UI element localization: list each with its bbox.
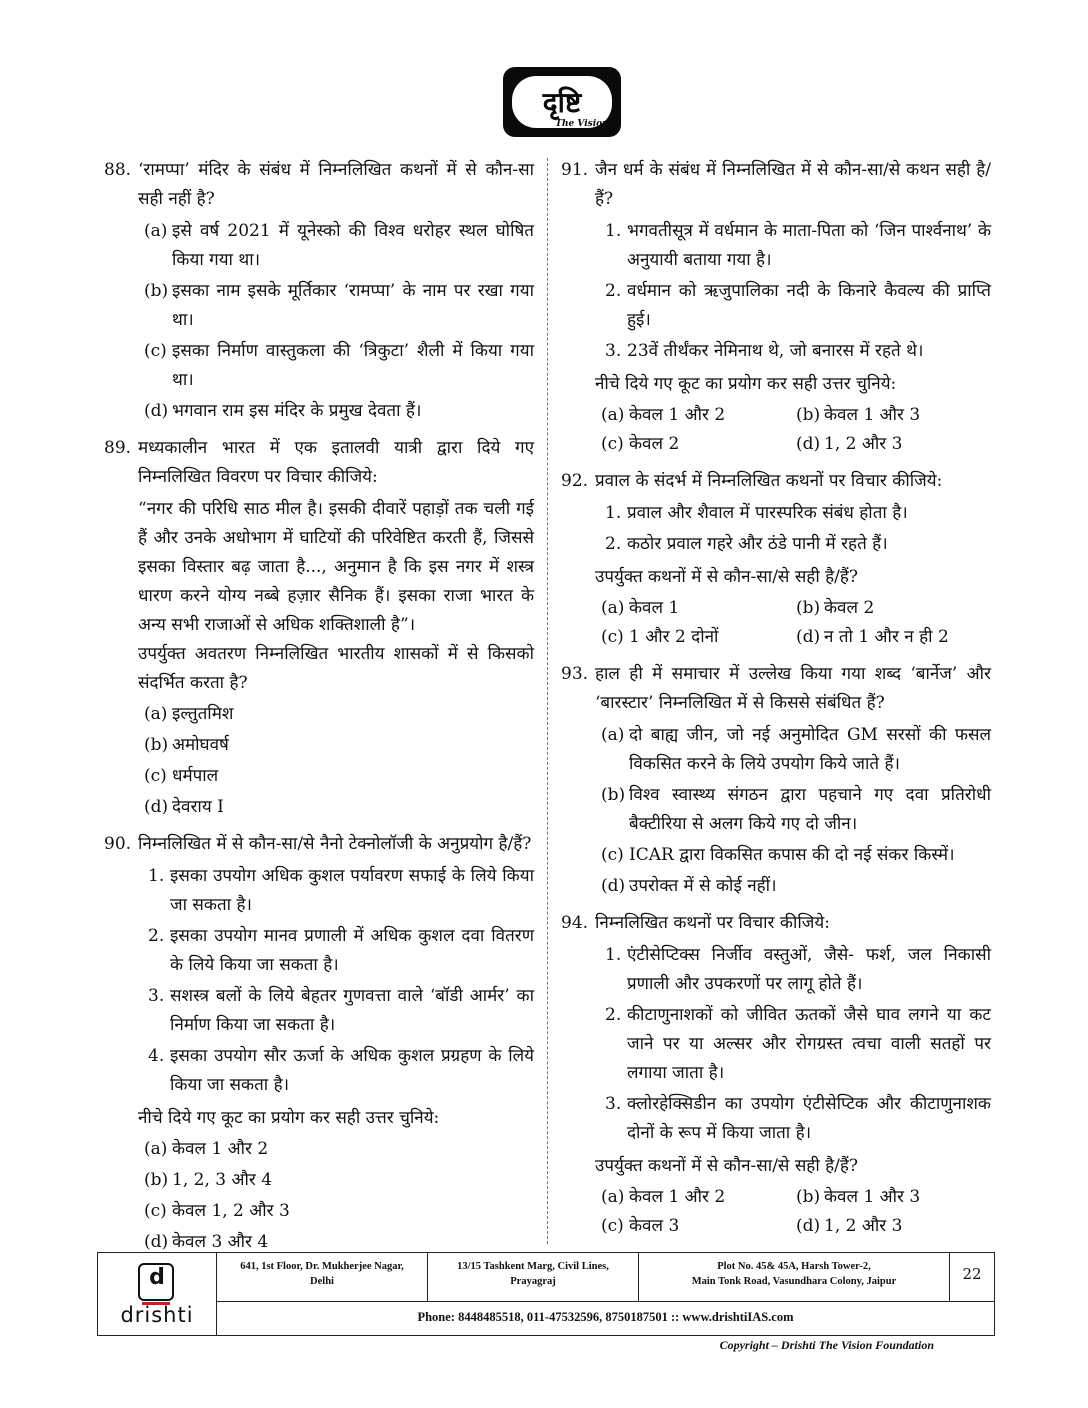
options-grid xyxy=(561,401,991,459)
question-93 xyxy=(561,660,991,901)
statement-3: 3. 23वें तीर्थंकर नेमिनाथ थे, जो बनारस में रहते थे। xyxy=(605,341,924,361)
option-a: (a) केवल 1 xyxy=(601,598,680,618)
drishti-footer-logo xyxy=(98,1253,217,1335)
option-c: (c) इसका निर्माण वास्तुकला की ‘त्रिकुटा’ शैली में किया गया था। xyxy=(144,341,534,390)
question-90 xyxy=(104,830,534,1257)
page-number: 22 xyxy=(962,1265,982,1283)
question-stem: मध्यकालीन भारत में एक इतालवी यात्री द्वारा दिये गए निम्नलिखित विवरण पर विचार कीजिये: xyxy=(138,438,534,487)
question-ask: उपर्युक्त अवतरण निम्नलिखित भारतीय शासकों में से किसको संदर्भित करता है? xyxy=(138,644,534,693)
question-number: 91. xyxy=(561,160,589,180)
statement-2: 2. कीटाणुनाशकों को जीवित ऊतकों जैसे घाव लगने या कट जाने पर या अल्सर और रोगग्रस्त त्वचा वाली सतहों पर लगाया जाता है। xyxy=(605,1005,991,1083)
question-92 xyxy=(561,467,991,652)
question-stem: निम्नलिखित में से कौन-सा/से नैनो टेक्नोलॉजी के अनुप्रयोग है/हैं? xyxy=(138,834,532,854)
question-88 xyxy=(104,156,534,426)
option-c: (c) केवल 3 xyxy=(601,1216,680,1236)
option-d: (d) न तो 1 और न ही 2 xyxy=(796,627,949,647)
statement-1: 1. एंटीसेप्टिक्स निर्जीव वस्तुओं, जैसे- फर्श, जल निकासी प्रणाली और उपकरणों पर लागू होते हैं। xyxy=(605,945,991,994)
option-b: (b) इसका नाम इसके मूर्तिकार ‘रामप्पा’ के नाम पर रखा गया था। xyxy=(144,281,534,330)
statement-2: 2. इसका उपयोग मानव प्रणाली में अधिक कुशल दवा वितरण के लिये किया जा सकता है। xyxy=(148,926,534,975)
option-b: (b) केवल 2 xyxy=(796,598,875,618)
option-b: (b) केवल 1 और 3 xyxy=(796,405,921,425)
option-d: (d) उपरोक्त में से कोई नहीं। xyxy=(601,876,777,896)
question-number: 88. xyxy=(104,160,132,180)
footer-phone: Phone: 8448485518, 011-47532596, 8750187501 :: www.drishtiIAS.com xyxy=(417,1310,794,1324)
page-footer xyxy=(97,1252,995,1336)
instruction: नीचे दिये गए कूट का प्रयोग कर सही उत्तर चुनिये: xyxy=(595,374,897,394)
question-stem: जैन धर्म के संबंध में निम्नलिखित में से कौन-सा/से कथन सही है/हैं? xyxy=(595,160,991,209)
statement-1: 1. भगवतीसूत्र में वर्धमान के माता-पिता को ‘जिन पार्श्वनाथ’ के अनुयायी बताया गया है। xyxy=(605,221,991,270)
statement-2: 2. कठोर प्रवाल गहरे और ठंडे पानी में रहते हैं। xyxy=(605,534,888,554)
left-column xyxy=(104,156,534,1265)
statement-4: 4. इसका उपयोग सौर ऊर्जा के अधिक कुशल प्रग्रहण के लिये किया जा सकता है। xyxy=(148,1046,534,1095)
option-b: (b) 1, 2, 3 और 4 xyxy=(144,1170,273,1190)
question-stem: प्रवाल के संदर्भ में निम्नलिखित कथनों पर विचार कीजिये: xyxy=(595,471,943,491)
statement-3: 3. क्लोरहेक्सिडीन का उपयोग एंटीसेप्टिक और कीटाणुनाशक दोनों के रूप में किया जाता है। xyxy=(605,1094,991,1143)
option-d: (d) 1, 2 और 3 xyxy=(796,1216,903,1236)
footer-addresses xyxy=(217,1253,994,1302)
statement-2: 2. वर्धमान को ऋजुपालिका नदी के किनारे कैवल्य की प्राप्ति हुई। xyxy=(605,281,991,330)
logo-text: दृष्टि xyxy=(542,86,582,119)
option-a: (a) केवल 1 और 2 xyxy=(144,1139,269,1159)
question-number: 90. xyxy=(104,834,132,854)
option-b: (b) विश्व स्वास्थ्य संगठन द्वारा पहचाने गए दवा प्रतिरोधी बैक्टीरिया से अलग किये गए दो जीन। xyxy=(601,785,991,834)
logo-subtitle: The Vision xyxy=(555,119,609,129)
option-a: (a) केवल 1 और 2 xyxy=(601,1187,726,1207)
question-stem: निम्नलिखित कथनों पर विचार कीजिये: xyxy=(595,913,830,933)
statement-3: 3. सशस्त्र बलों के लिये बेहतर गुणवत्ता वाले ‘बॉडी आर्मर’ का निर्माण किया जा सकता है। xyxy=(148,986,534,1035)
statement-1: 1. प्रवाल और शैवाल में पारस्परिक संबंध होता है। xyxy=(605,503,908,523)
question-number: 89. xyxy=(104,438,132,458)
question-quote: “नगर की परिधि साठ मील है। इसकी दीवारें पहाड़ों तक चली गई हैं और उनके अधोभाग में घाटियों की परिवेष्टित करती हैं, जिससे इसका विस्तार बढ़ जाता है..., अनुमान है कि इस नगर में शस्त्र धारण करने योग्य नब्बे हज़ार सैनिक हैं। इसका राजा भारत के अन्य सभी राजाओं से अधिक शक्तिशाली है”। xyxy=(138,499,534,635)
instruction: उपर्युक्त कथनों में से कौन-सा/से सही है/हैं? xyxy=(595,1156,859,1176)
option-c: (c) ICAR द्वारा विकसित कपास की दो नई संकर किस्में। xyxy=(601,845,955,865)
question-number: 92. xyxy=(561,471,589,491)
instruction: उपर्युक्त कथनों में से कौन-सा/से सही है/हैं? xyxy=(595,567,859,587)
logo-word: drishti xyxy=(120,1303,194,1327)
footer-main xyxy=(217,1253,994,1335)
option-a: (a) केवल 1 और 2 xyxy=(601,405,726,425)
option-d: (d) भगवान राम इस मंदिर के प्रमुख देवता हैं। xyxy=(144,401,422,421)
address-jaipur: Plot No. 45& 45A, Harsh Tower-2, Main Tonk Road, Vasundhara Colony, Jaipur xyxy=(639,1253,950,1301)
option-b: (b) केवल 1 और 3 xyxy=(796,1187,921,1207)
option-a: (a) इल्तुतमिश xyxy=(144,704,234,724)
statement-1: 1. इसका उपयोग अधिक कुशल पर्यावरण सफाई के लिये किया जा सकता है। xyxy=(148,866,534,915)
option-a: (a) इसे वर्ष 2021 में यूनेस्को की विश्व धरोहर स्थल घोषित किया गया था। xyxy=(144,221,534,270)
question-number: 94. xyxy=(561,913,589,933)
logo-letter: d xyxy=(149,1265,165,1290)
option-d: (d) 1, 2 और 3 xyxy=(796,434,903,454)
option-d: (d) देवराय I xyxy=(144,797,224,817)
column-divider xyxy=(547,158,548,1244)
question-89 xyxy=(104,434,534,822)
option-c: (c) केवल 2 xyxy=(601,434,680,454)
option-b: (b) अमोघवर्ष xyxy=(144,735,229,755)
option-a: (a) दो बाह्य जीन, जो नई अनुमोदित GM सरसों की फसल विकसित करने के लिये उपयोग किये जाते हैं। xyxy=(601,725,991,774)
options-grid xyxy=(561,594,991,652)
question-94 xyxy=(561,909,991,1241)
option-c: (c) धर्मपाल xyxy=(144,766,219,786)
copyright-text: Copyright – Drishti The Vision Foundation xyxy=(719,1338,934,1352)
question-number: 93. xyxy=(561,664,589,684)
question-stem: हाल ही में समाचार में उल्लेख किया गया शब्द ‘बार्नेज’ और ‘बारस्टार’ निम्नलिखित में से किससे संबंधित हैं? xyxy=(595,664,991,713)
address-prayagraj: 13/15 Tashkent Marg, Civil Lines, Prayagraj xyxy=(428,1253,639,1301)
option-c: (c) केवल 1, 2 और 3 xyxy=(144,1201,290,1221)
address-delhi: 641, 1st Floor, Dr. Mukherjee Nagar, Delhi xyxy=(217,1253,428,1301)
question-91 xyxy=(561,156,991,459)
options-grid xyxy=(561,1183,991,1241)
right-column xyxy=(561,156,991,1249)
option-d: (d) केवल 3 और 4 xyxy=(144,1232,269,1252)
drishti-vision-logo xyxy=(502,66,622,138)
option-c: (c) 1 और 2 दोनों xyxy=(601,627,719,647)
question-stem: ‘रामप्पा’ मंदिर के संबंध में निम्नलिखित कथनों में से कौन-सा सही नहीं है? xyxy=(138,160,534,209)
instruction: नीचे दिये गए कूट का प्रयोग कर सही उत्तर चुनिये: xyxy=(138,1108,440,1128)
